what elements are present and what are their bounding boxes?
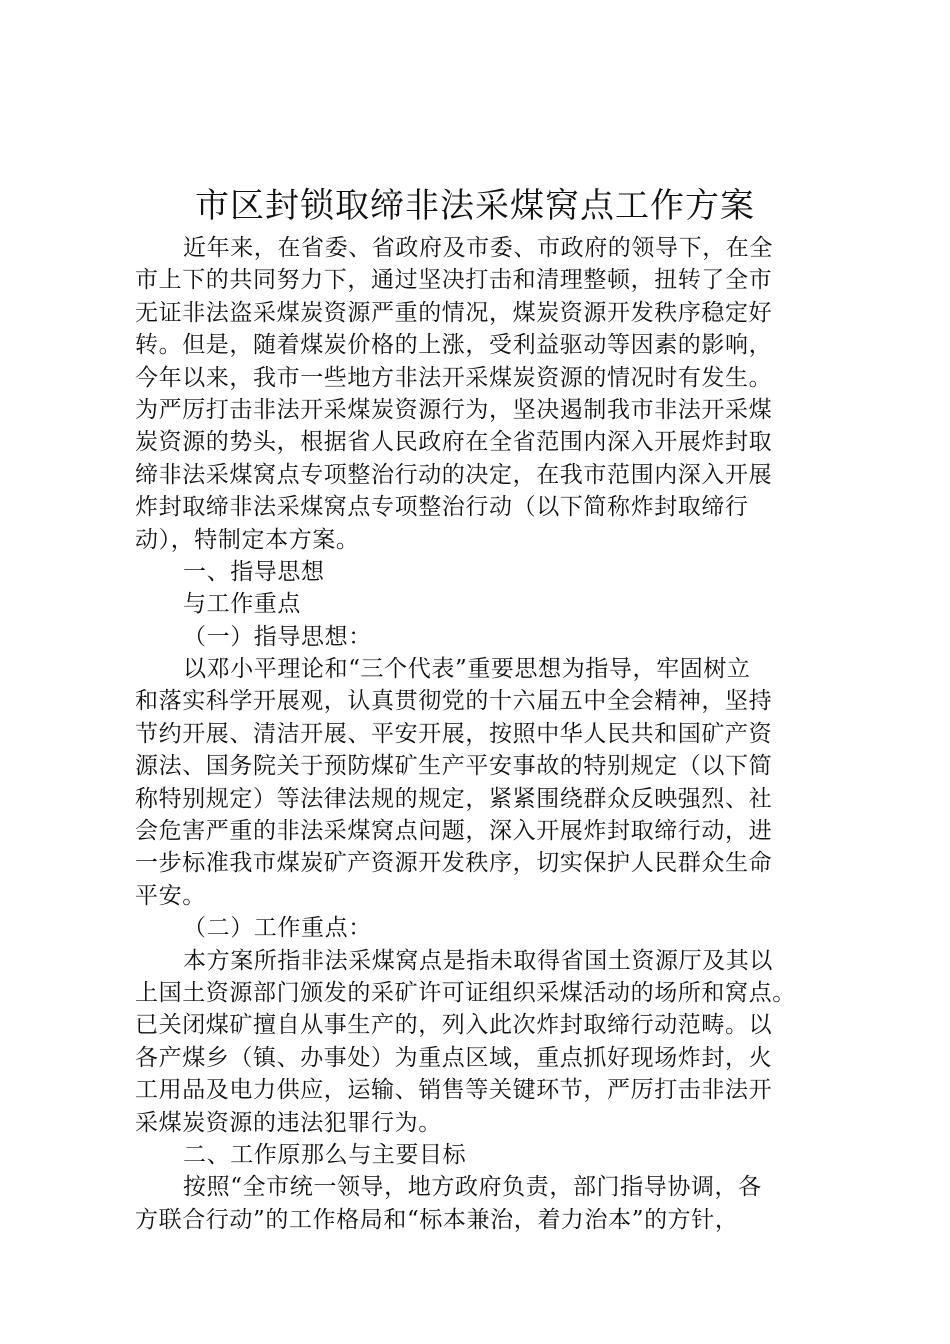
text-line: 工用品及电力供应，运输、销售等关键环节，严厉打击非法开 (135, 1077, 773, 1104)
text-line: 市上下的共同努力下，通过坚决打击和清理整顿，扭转了全市 (135, 267, 773, 294)
text-line: 各产煤乡（镇、办事处）为重点区域，重点抓好现场炸封，火 (135, 1044, 773, 1071)
text-line: 方联合行动”的工作格局和“标本兼治，着力治本”的方针， (135, 1206, 739, 1233)
text-line: 转。但是，随着煤炭价格的上涨，受利益驱动等因素的影响， (135, 332, 773, 359)
document-title: 市区封锁取缔非法采煤窝点工作方案 (195, 186, 755, 226)
text-line: 按照“全市统一领导，地方政府负责，部门指导协调，各 (183, 1174, 762, 1201)
text-line: 称特别规定）等法律法规的规定，紧紧围绕群众反映强烈、社 (135, 785, 773, 812)
text-line: 本方案所指非法采煤窝点是指未取得省国土资源厅及其以 (183, 947, 773, 974)
text-line: 和落实科学开展观，认真贯彻党的十六届五中全会精神，坚持 (135, 688, 773, 715)
text-line: 一步标准我市煤炭矿产资源开发秩序，切实保护人民群众生命 (135, 850, 773, 877)
text-line: （一）指导思想： (183, 623, 372, 650)
text-line: 近年来，在省委、省政府及市委、市政府的领导下，在全 (183, 235, 773, 261)
text-line: 节约开展、清洁开展、平安开展，按照中华人民共和国矿产资 (135, 720, 773, 747)
text-line: 源法、国务院关于预防煤矿生产平安事故的特别规定（以下简 (135, 753, 773, 780)
text-line: 二、工作原那么与主要目标 (183, 1141, 467, 1168)
text-line: 采煤炭资源的违法犯罪行为。 (135, 1109, 442, 1136)
text-line: 为严厉打击非法开采煤炭资源行为，坚决遏制我市非法开采煤 (135, 396, 773, 423)
text-line: 无证非法盗采煤炭资源严重的情况，煤炭资源开发秩序稳定好 (135, 299, 773, 326)
text-line: 会危害严重的非法采煤窝点问题，深入开展炸封取缔行动，进 (135, 818, 773, 845)
text-line: 以邓小平理论和“三个代表”重要思想为指导，牢固树立 (183, 656, 751, 683)
text-line: 平安。 (135, 882, 206, 909)
text-line: 炭资源的势头，根据省人民政府在全省范围内深入开展炸封取 (135, 429, 773, 456)
text-line: 与工作重点 (183, 591, 301, 618)
text-line: 上国土资源部门颁发的采矿许可证组织采煤活动的场所和窝点。 (135, 979, 796, 1006)
text-line: 一、指导思想 (183, 558, 325, 585)
text-line: 今年以来，我市一些地方非法开采煤炭资源的情况时有发生。 (135, 364, 773, 391)
text-line: 已关闭煤矿擅自从事生产的，列入此次炸封取缔行动范畴。以 (135, 1012, 773, 1039)
text-line: （二）工作重点： (183, 915, 372, 942)
text-line: 缔非法采煤窝点专项整治行动的决定，在我市范围内深入开展 (135, 461, 773, 488)
document-body (135, 232, 855, 1236)
text-line: 炸封取缔非法采煤窝点专项整治行动（以下简称炸封取缔行 (135, 494, 749, 521)
text-line: 动），特制定本方案。 (135, 526, 360, 553)
